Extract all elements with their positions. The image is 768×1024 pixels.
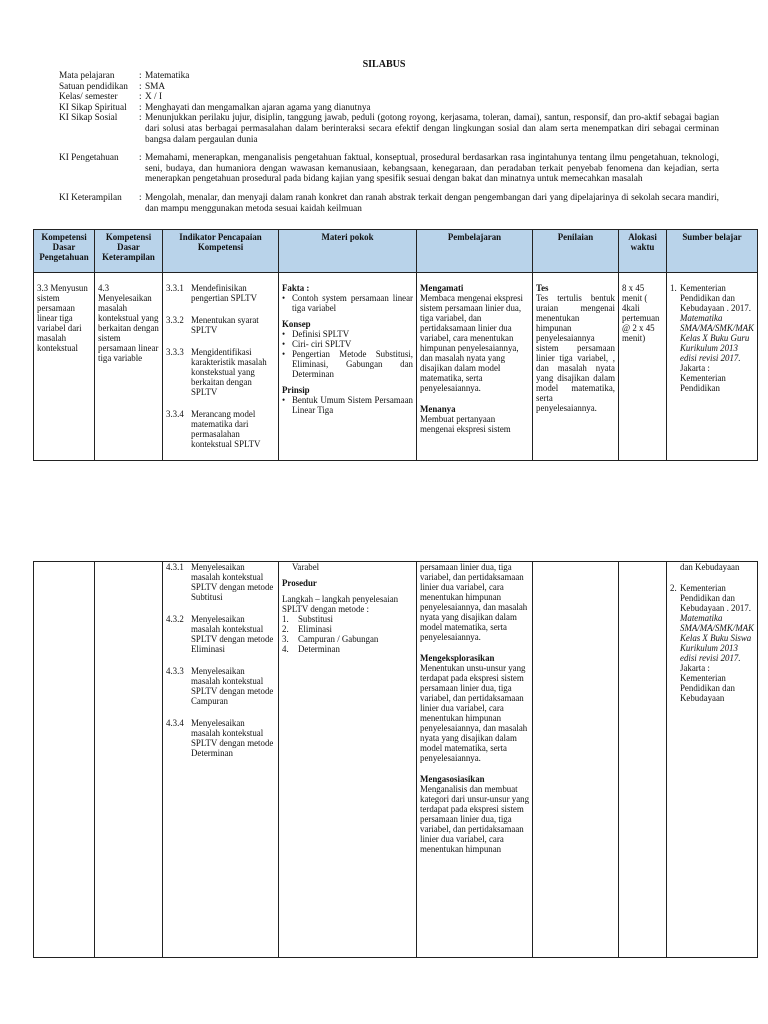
- column-header: Materi pokok: [279, 230, 417, 273]
- list-item: • Pengertian Metode Substitusi, Eliminasi, Gabungan dan Determinan: [282, 349, 413, 379]
- sumber-cell: dan Kebudayaan 2. Kementerian Pendidikan dan Kebudayaan . 2017. Matematika SMA/MA/SMK/MAK Kelas X Buku Siswa Kurikulum 2013 edisi revisi 2017. Jakarta : Kementerian Pendidikan dan Kebudayaan: [667, 562, 758, 958]
- meta-row: KI Pengetahuan : Memahami, menerapkan, menganalisis pengetahuan faktual, konseptual, prosedural berdasarkan rasa ingintahunya tentang ilmu pengetahuan, teknologi, seni, budaya, dan humaniora dengan wawasan kemanusiaan, kebangsaan, kenegaraan, dan peradaban terkait penyebab fenomena dan kejadian, serta menerapkan pengetahuan prosedural pada bidang kajian yang spesifik sesuai dengan bakat dan minatnya untuk memecahkan masalah: [59, 153, 719, 185]
- indikator-item: 3.3.3 Mengidentifikasi karakteristik masalah konstekstual yang berkaitan dengan SPLTV: [166, 347, 267, 397]
- fakta-list: [282, 293, 413, 313]
- kd-pengetahuan-cell: 3.3 Menyusun sistem persamaan linear tiga variabel dari masalah kontekstual: [34, 273, 95, 461]
- konsep-list: [282, 329, 413, 379]
- list-item: • Contoh system persamaan linear tiga variabel: [282, 293, 413, 313]
- materi-cell: Varabel Prosedur Langkah – langkah penyelesaian SPLTV dengan metode : 1. Substitusi 2. Eliminasi 3. Campuran / Gabungan 4. Determinan: [279, 562, 417, 958]
- mengamati-label: Mengamati: [420, 283, 464, 293]
- fakta-label: Fakta :: [282, 283, 310, 293]
- list-item: • Ciri- ciri SPLTV: [282, 339, 352, 349]
- indikator-item: 4.3.3 Menyelesaikan masalah kontekstual SPLTV dengan metode Campuran: [166, 666, 274, 706]
- document-title: SILABUS: [362, 59, 406, 70]
- table-header-row: [34, 230, 758, 273]
- column-header: Alokasi waktu: [619, 230, 667, 273]
- kd-keterampilan-cell: [95, 562, 163, 958]
- mengasosiasikan-label: Mengasosiasikan: [420, 774, 485, 784]
- penilaian-cell: Tes Tes tertulis bentuk uraian mengenai menentukan himpunan penyelesaiannya sistem persamaan linier tiga variabel, , dan masalah nyata yang disajikan dalam model matematika, serta penyelesaiannya.: [533, 273, 619, 461]
- indikator-item: 4.3.1 Menyelesaikan masalah kontekstual SPLTV dengan metode Subtitusi: [166, 562, 274, 602]
- pembelajaran-cell: persamaan linier dua, tiga variabel, dan pertidaksamaan linier dua variabel, cara menentukan himpunan penyelesaiannya, dan masalah nyata yang disajikan dalam model matematika, serta penyelesaiannya. Mengeksplorasikan Menentukan unsu-unsur yang terdapat pada ekspresi sistem persamaan linier dua, tiga variabel, dan pertidaksamaan linier dua variabel, cara menentukan himpunan penyelesaiannya, dan masalah nyata yang disajikan dalam model matematika, serta penyelesaiannya. Mengasosiasikan Menganalisis dan membuat kategori dari unsur-unsur yang terdapat pada ekspresi sistem persamaan linier dua, tiga variabel, dan pertidaksamaan linier dua variabel, cara menentukan himpunan: [417, 562, 533, 958]
- indikator-item: 3.3.2 Menentukan syarat SPLTV: [166, 315, 259, 335]
- meta-row: KI Sikap Spiritual : Menghayati dan mengamalkan ajaran agama yang dianutnya: [59, 102, 371, 113]
- meta-row: Kelas/ semester : X / I: [59, 92, 163, 103]
- prinsip-list: [282, 395, 413, 415]
- list-item: 2. Eliminasi: [282, 624, 333, 634]
- syllabus-meta: [59, 71, 719, 214]
- menanya-label: Menanya: [420, 404, 456, 414]
- prinsip-label: Prinsip: [282, 385, 310, 395]
- syllabus-table-part-2: [33, 561, 758, 958]
- table-row: [34, 273, 758, 461]
- alokasi-cell: 8 x 45 menit ( 4kali pertemuan @ 2 x 45 menit): [619, 273, 667, 461]
- sumber-cell: 1. Kementerian Pendidikan dan Kebudayaan . 2017. Matematika SMA/MA/SMK/MAK Kelas X Buku Guru Kurikulum 2013 edisi revisi 2017. Jakarta : Kementerian Pendidikan: [667, 273, 758, 461]
- column-header: Sumber belajar: [667, 230, 758, 273]
- meta-row: Mata pelajaran : Matematika: [59, 71, 190, 81]
- kd-pengetahuan-cell: [34, 562, 95, 958]
- list-item: • Definisi SPLTV: [282, 329, 350, 339]
- list-item: 3. Campuran / Gabungan: [282, 634, 379, 644]
- list-item: 4. Determinan: [282, 644, 340, 654]
- column-header: Kompetensi Dasar Pengetahuan: [34, 230, 95, 273]
- prosedur-label: Prosedur: [282, 578, 317, 588]
- table-row: [34, 562, 758, 958]
- indikator-item: 3.3.4 Merancang model matematika dari permasalahan kontekstual SPLTV: [166, 409, 261, 449]
- syllabus-table-part-1: [33, 229, 758, 461]
- column-header: Penilaian: [533, 230, 619, 273]
- kd-keterampilan-cell: 4.3 Menyelesaikan masalah kontekstual yang berkaitan dengan sistem persamaan linear tiga variable: [95, 273, 163, 461]
- list-item: • Bentuk Umum Sistem Persamaan Linear Tiga: [282, 395, 413, 415]
- indikator-item: 4.3.2 Menyelesaikan masalah kontekstual SPLTV dengan metode Eliminasi: [166, 614, 274, 654]
- indikator-cell: [163, 562, 279, 958]
- pembelajaran-cell: Mengamati Membaca mengenai ekspresi sistem persamaan linier dua, tiga variabel, dan pertidaksamaan linier dua variabel, cara menentukan himpunan penyelesaiannya, dan masalah nyata yang disajikan dalam model matematika, serta penyelesaiannya. Menanya Membuat pertanyaan mengenai ekspresi sistem: [417, 273, 533, 461]
- penilaian-cell: [533, 562, 619, 958]
- column-header: Pembelajaran: [417, 230, 533, 273]
- materi-cell: [279, 273, 417, 461]
- column-header: Kompetensi Dasar Keterampilan: [95, 230, 163, 273]
- indikator-item: 4.3.4 Menyelesaikan masalah kontekstual SPLTV dengan metode Determinan: [166, 718, 274, 758]
- alokasi-cell: [619, 562, 667, 958]
- meta-row: Satuan pendidikan : SMA: [59, 81, 166, 92]
- konsep-label: Konsep: [282, 319, 311, 329]
- indikator-item: 3.3.1 Mendefinisikan pengertian SPLTV: [166, 283, 257, 303]
- meta-row: KI Keterampilan : Mengolah, menalar, dan menyaji dalam ranah konkret dan ranah abstrak terkait dengan pengembangan dari yang dipelajarinya di sekolah secara mandiri, dan mampu menggunakan metoda sesuai kaidah keilmuan: [59, 192, 719, 214]
- list-item: 1. Substitusi: [282, 614, 334, 624]
- meta-row: KI Sikap Sosial : Menunjukkan perilaku jujur, disiplin, tanggung jawab, peduli (gotong royong, kerjasama, toleran, damai), santun, responsif, dan pro-aktif sebagai bagian dari solusi atas berbagai permasalahan dalam berinteraksi secara efektif dengan lingkungan sosial dan alam serta menempatkan diri sebagai cerminan bangsa dalam pergaulan dunia: [59, 113, 719, 145]
- indikator-cell: [163, 273, 279, 461]
- column-header: Indikator Pencapaian Kompetensi: [163, 230, 279, 273]
- mengeksplorasikan-label: Mengeksplorasikan: [420, 653, 495, 663]
